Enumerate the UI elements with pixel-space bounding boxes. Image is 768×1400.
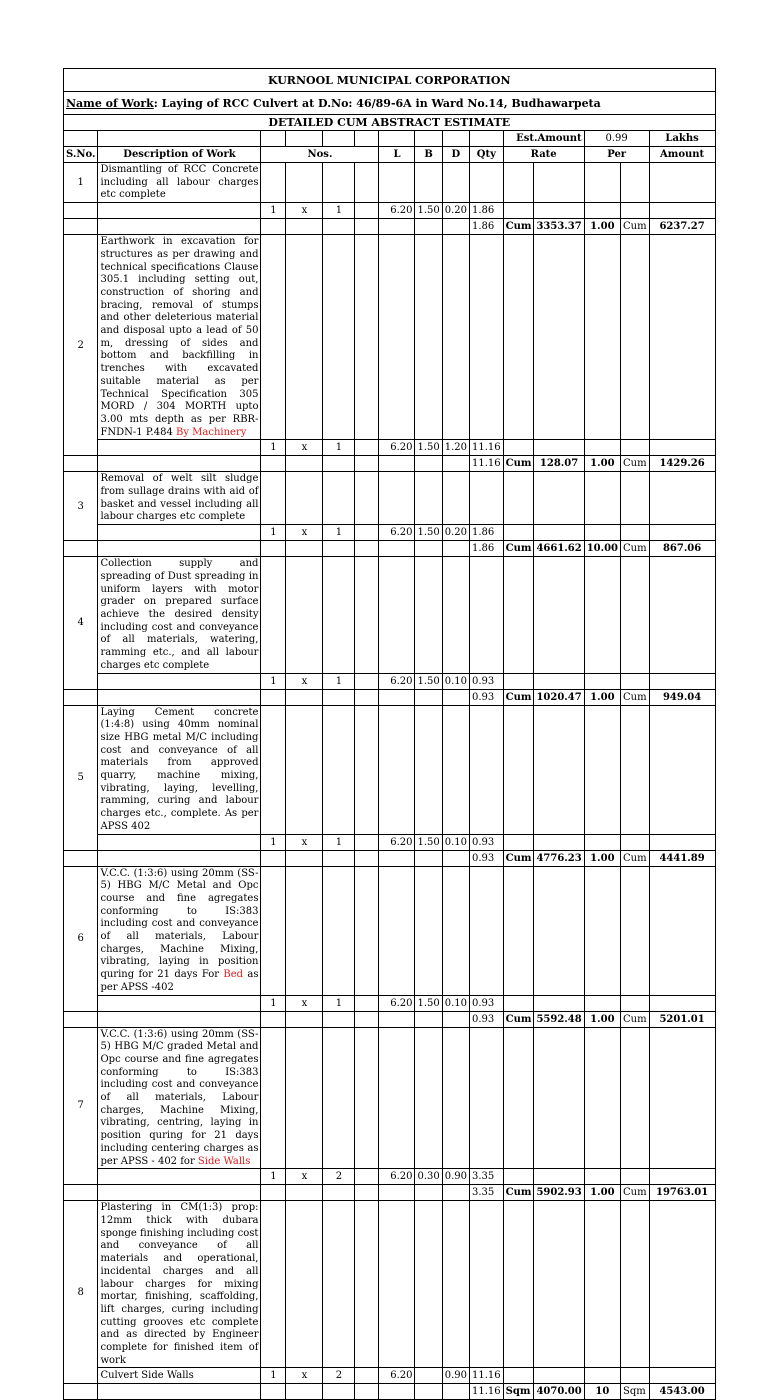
- abstract-amount: 4441.89: [649, 850, 715, 866]
- item-description: [98, 866, 261, 995]
- abstract-unit: Cum: [503, 456, 534, 472]
- abstract-unit: Cum: [503, 1011, 534, 1027]
- est-amount-row: [64, 131, 716, 147]
- abstract-unit: Cum: [503, 689, 534, 705]
- item-measure-row: [64, 1169, 716, 1185]
- measure-qty: 11.16: [470, 440, 504, 456]
- est-amount-unit: Lakhs: [649, 131, 715, 147]
- col-d: D: [442, 147, 469, 163]
- abstract-unit: Cum: [503, 850, 534, 866]
- abstract-amount: 867.06: [649, 541, 715, 557]
- item-abstract-row: [64, 219, 716, 235]
- item-sno: 7: [64, 1027, 98, 1185]
- abstract-qty: 1.86: [470, 219, 504, 235]
- abstract-amount: 1429.26: [649, 456, 715, 472]
- abstract-rate: 128.07: [534, 456, 584, 472]
- measure-label: [98, 995, 261, 1011]
- measure-mult: 1: [323, 203, 355, 219]
- measure-b: 0.30: [415, 1169, 442, 1185]
- item-sno: 1: [64, 163, 98, 203]
- item-note: Side Walls: [197, 1155, 251, 1167]
- measure-d: 0.10: [442, 673, 469, 689]
- measure-x: x: [286, 673, 323, 689]
- estimate-title: DETAILED CUM ABSTRACT ESTIMATE: [64, 115, 716, 131]
- measure-b: 1.50: [415, 834, 442, 850]
- estimate-table: [63, 68, 716, 1400]
- abstract-qty: 0.93: [470, 689, 504, 705]
- abstract-per-unit: Cum: [621, 1011, 650, 1027]
- measure-mult: 1: [323, 525, 355, 541]
- measure-nos: 1: [261, 1368, 286, 1384]
- item-description-text: Removal of welt silt sludge from sullage drains with aid of basket and vessel including all labour charges etc complete: [100, 473, 259, 523]
- abstract-per-unit: Cum: [621, 541, 650, 557]
- abstract-amount: 4543.00: [649, 1384, 715, 1400]
- abstract-per: 1.00: [584, 689, 620, 705]
- abstract-per-unit: Cum: [621, 689, 650, 705]
- measure-x: x: [286, 440, 323, 456]
- abstract-rate: 4661.62: [534, 541, 584, 557]
- measure-b: 1.50: [415, 440, 442, 456]
- item-description: [98, 163, 261, 203]
- abstract-per-unit: Cum: [621, 219, 650, 235]
- measure-label: [98, 834, 261, 850]
- abstract-qty: 0.93: [470, 850, 504, 866]
- item-abstract-row: [64, 1185, 716, 1201]
- measure-x: x: [286, 1169, 323, 1185]
- col-nos: Nos.: [261, 147, 379, 163]
- measure-l: 6.20: [379, 440, 415, 456]
- measure-b: 1.50: [415, 525, 442, 541]
- item-sno: 8: [64, 1201, 98, 1384]
- measure-d: 0.20: [442, 203, 469, 219]
- item-description: [98, 1027, 261, 1169]
- col-description: Description of Work: [98, 147, 261, 163]
- item-sno: 4: [64, 557, 98, 689]
- item-description-text: Dismantling of RCC Concrete including all labour charges etc complete: [100, 164, 259, 201]
- item-description: [98, 472, 261, 525]
- item-description-text: V.C.C. (1:3:6) using 20mm (SS-5) HBG M/C Metal and Opc course and fine agregates conforming to IS:383 including cost and conveyance of all materials, Labour charges, Machine Mixing, vibrating, laying in position quring for 21 days For: [100, 867, 259, 981]
- item-description: [98, 557, 261, 673]
- col-b: B: [415, 147, 442, 163]
- item-description-text: V.C.C. (1:3:6) using 20mm (SS-5) HBG M/C graded Metal and Opc course and fine agregates conforming to IS:383 including cost and conveyance of all materials, Labour charges, Machine Mixing, vibrating, centring, laying in position quring for 21 days including centering charges as per APSS - 402 for: [100, 1028, 259, 1167]
- measure-d: 0.90: [442, 1169, 469, 1185]
- col-per: Per: [584, 147, 649, 163]
- work-value: : Laying of RCC Culvert at D.No: 46/89-6A in Ward No.14, Budhawarpeta: [153, 96, 601, 110]
- measure-b: 1.50: [415, 203, 442, 219]
- measure-l: 6.20: [379, 203, 415, 219]
- measure-mult: 1: [323, 673, 355, 689]
- measure-x: x: [286, 203, 323, 219]
- abstract-amount: 19763.01: [649, 1185, 715, 1201]
- item-description-row: [64, 472, 716, 525]
- measure-l: 6.20: [379, 673, 415, 689]
- col-sno: S.No.: [64, 147, 98, 163]
- col-rate: Rate: [503, 147, 584, 163]
- item-measure-row: [64, 1368, 716, 1384]
- abstract-rate: 1020.47: [534, 689, 584, 705]
- item-measure-row: [64, 673, 716, 689]
- measure-nos: 1: [261, 525, 286, 541]
- item-sno: 5: [64, 705, 98, 850]
- abstract-per-unit: Cum: [621, 456, 650, 472]
- abstract-per-unit: Cum: [621, 1185, 650, 1201]
- measure-mult: 1: [323, 834, 355, 850]
- item-description-text: Plastering in CM(1:3) prop: 12mm thick with dubara sponge finishing including cost and conveyance of all materials and operational, incidental charges and all labour charges for mixing mortar, finishing, scaffolding, lift charges, curing including cutting grooves etc complete and as directed by Engineer complete for finished item of work: [100, 1202, 259, 1366]
- measure-l: 6.20: [379, 525, 415, 541]
- abstract-amount: 949.04: [649, 689, 715, 705]
- measure-b: 1.50: [415, 673, 442, 689]
- measure-qty: 0.93: [470, 834, 504, 850]
- abstract-rate: 4070.00: [534, 1384, 584, 1400]
- measure-d: 0.10: [442, 995, 469, 1011]
- abstract-qty: 0.93: [470, 1011, 504, 1027]
- measure-label: [98, 525, 261, 541]
- measure-mult: 2: [323, 1169, 355, 1185]
- item-note-after: as per APSS -402: [100, 969, 259, 993]
- measure-qty: 0.93: [470, 673, 504, 689]
- measure-x: x: [286, 834, 323, 850]
- measure-x: x: [286, 995, 323, 1011]
- item-abstract-row: [64, 541, 716, 557]
- measure-d: 0.90: [442, 1368, 469, 1384]
- abstract-qty: 3.35: [470, 1185, 504, 1201]
- measure-mult: 1: [323, 995, 355, 1011]
- item-note: Bed: [223, 969, 244, 981]
- item-measure-row: [64, 995, 716, 1011]
- abstract-per-unit: Cum: [621, 850, 650, 866]
- item-abstract-row: [64, 850, 716, 866]
- measure-label: [98, 1169, 261, 1185]
- measure-l: 6.20: [379, 834, 415, 850]
- abstract-unit: Cum: [503, 219, 534, 235]
- item-description: [98, 705, 261, 834]
- item-note: By Machinery: [176, 426, 247, 438]
- col-qty: Qty: [470, 147, 504, 163]
- abstract-qty: 11.16: [470, 456, 504, 472]
- measure-mult: 1: [323, 440, 355, 456]
- measure-l: 6.20: [379, 1169, 415, 1185]
- item-description-row: [64, 866, 716, 995]
- measure-qty: 11.16: [470, 1368, 504, 1384]
- measure-nos: 1: [261, 834, 286, 850]
- abstract-unit: Sqm: [503, 1384, 534, 1400]
- item-description-text: Collection supply and spreading of Dust spreading in uniform layers with motor grader on prepared surface achieve the desired density including cost and conveyance of all materials, watering, ramming etc., and all labour charges etc complete: [100, 558, 259, 671]
- abstract-amount: 6237.27: [649, 219, 715, 235]
- item-description-row: [64, 705, 716, 834]
- abstract-per: 1.00: [584, 456, 620, 472]
- measure-nos: 1: [261, 995, 286, 1011]
- measure-nos: 1: [261, 673, 286, 689]
- item-description-text: Earthwork in excavation for structures as per drawing and technical specifications Clause 305.1 including setting out, construction of shoring and bracing, removal of stumps and other deleterious material and disposal upto a lead of 50 m, dressing of sides and bottom and backfilling in trenches with excavated suitable material as per Technical Specification 305 MORD / 304 MORTH upto 3.00 mts depth as per RBR-FNDN-1 P.484: [100, 236, 259, 438]
- measure-label: [98, 440, 261, 456]
- abstract-amount: 5201.01: [649, 1011, 715, 1027]
- abstract-per: 1.00: [584, 219, 620, 235]
- item-sno: 2: [64, 235, 98, 456]
- item-measure-row: [64, 440, 716, 456]
- measure-x: x: [286, 525, 323, 541]
- measure-x: x: [286, 1368, 323, 1384]
- measure-nos: 1: [261, 1169, 286, 1185]
- measure-b: [415, 1368, 442, 1384]
- measure-b: 1.50: [415, 995, 442, 1011]
- measure-label: Culvert Side Walls: [98, 1368, 261, 1384]
- item-description: [98, 235, 261, 440]
- name-of-work: [64, 92, 716, 115]
- measure-qty: 3.35: [470, 1169, 504, 1185]
- abstract-per: 1.00: [584, 850, 620, 866]
- item-description-row: [64, 557, 716, 673]
- item-measure-row: [64, 834, 716, 850]
- abstract-rate: 3353.37: [534, 219, 584, 235]
- item-abstract-row: [64, 689, 716, 705]
- column-header-row: [64, 147, 716, 163]
- item-measure-row: [64, 525, 716, 541]
- measure-nos: 1: [261, 203, 286, 219]
- org-title: KURNOOL MUNICIPAL CORPORATION: [64, 69, 716, 92]
- abstract-qty: 1.86: [470, 541, 504, 557]
- item-description-row: [64, 163, 716, 203]
- abstract-per: 10.00: [584, 541, 620, 557]
- work-label: Name of Work: [66, 96, 154, 110]
- measure-qty: 1.86: [470, 203, 504, 219]
- abstract-per-unit: Sqm: [621, 1384, 650, 1400]
- abstract-per: 10: [584, 1384, 620, 1400]
- measure-nos: 1: [261, 440, 286, 456]
- abstract-rate: 5592.48: [534, 1011, 584, 1027]
- item-abstract-row: [64, 1384, 716, 1400]
- measure-l: 6.20: [379, 995, 415, 1011]
- item-description-row: [64, 1027, 716, 1169]
- est-amount-value: 0.99: [584, 131, 649, 147]
- measure-mult: 2: [323, 1368, 355, 1384]
- measure-qty: 1.86: [470, 525, 504, 541]
- item-measure-row: [64, 203, 716, 219]
- item-description-row: [64, 235, 716, 440]
- item-description: [98, 1201, 261, 1368]
- col-amount: Amount: [649, 147, 715, 163]
- measure-label: [98, 673, 261, 689]
- col-l: L: [379, 147, 415, 163]
- measure-d: 0.10: [442, 834, 469, 850]
- abstract-rate: 5902.93: [534, 1185, 584, 1201]
- item-abstract-row: [64, 1011, 716, 1027]
- measure-d: 0.20: [442, 525, 469, 541]
- est-amount-label: Est.Amount: [503, 131, 584, 147]
- item-description-row: [64, 1201, 716, 1368]
- abstract-unit: Cum: [503, 541, 534, 557]
- abstract-unit: Cum: [503, 1185, 534, 1201]
- abstract-rate: 4776.23: [534, 850, 584, 866]
- item-abstract-row: [64, 456, 716, 472]
- abstract-per: 1.00: [584, 1011, 620, 1027]
- measure-label: [98, 203, 261, 219]
- measure-qty: 0.93: [470, 995, 504, 1011]
- item-sno: 3: [64, 472, 98, 541]
- items-body: [64, 163, 716, 1400]
- measure-d: 1.20: [442, 440, 469, 456]
- item-description-text: Laying Cement concrete (1:4:8) using 40mm nominal size HBG metal M/C including cost and conveyance of all materials from approved quarry, machine mixing, vibrating, laying, levelling, ramming, curing and labour charges etc., complete. As per APSS 402: [100, 706, 259, 832]
- item-sno: 6: [64, 866, 98, 1011]
- abstract-per: 1.00: [584, 1185, 620, 1201]
- abstract-qty: 11.16: [470, 1384, 504, 1400]
- measure-l: 6.20: [379, 1368, 415, 1384]
